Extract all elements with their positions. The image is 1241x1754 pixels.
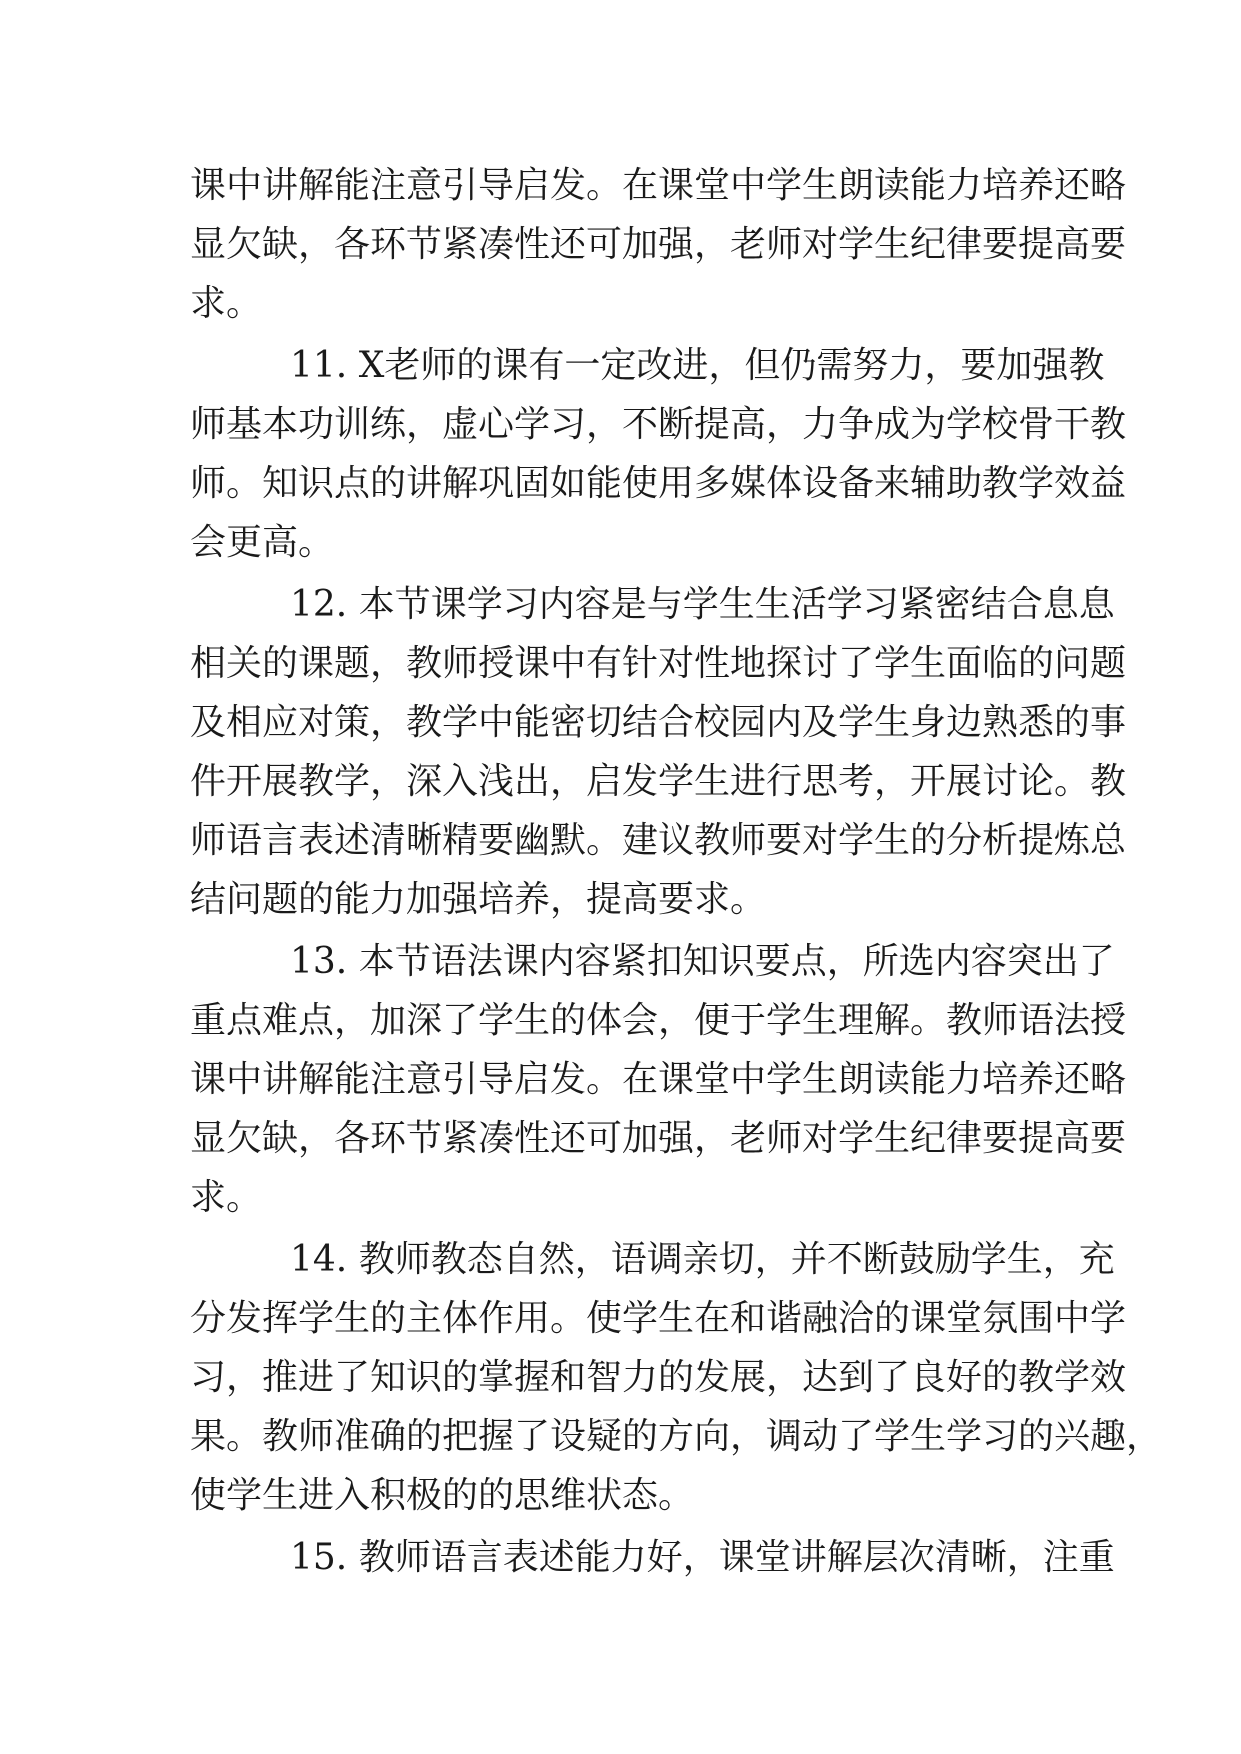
text-line: 显欠缺，各环节紧凑性还可加强，老师对学生纪律要提高要 xyxy=(190,1118,1127,1159)
paragraph-10-continued xyxy=(190,156,1127,333)
paragraph-12 xyxy=(190,575,1127,929)
text-line: 12. 本节课学习内容是与学生生活学习紧密结合息息 xyxy=(290,584,1115,625)
text-line: 会更高。 xyxy=(190,522,335,563)
paragraph-14 xyxy=(190,1230,1163,1525)
text-line: 课中讲解能注意引导启发。在课堂中学生朗读能力培养还略 xyxy=(190,1059,1127,1100)
text-line: 师语言表述清晰精要幽默。建议教师要对学生的分析提炼总 xyxy=(190,820,1127,861)
text-line: 求。 xyxy=(190,283,263,324)
text-line: 果。教师准确的把握了设疑的方向，调动了学生学习的兴趣， xyxy=(190,1416,1163,1457)
text-line: 分发挥学生的主体作用。使学生在和谐融洽的课堂氛围中学 xyxy=(190,1298,1127,1339)
text-line: 15. 教师语言表述能力好，课堂讲解层次清晰，注重 xyxy=(290,1537,1115,1578)
text-line: 件开展教学，深入浅出，启发学生进行思考，开展讨论。教 xyxy=(190,761,1127,802)
text-line: 14. 教师教态自然，语调亲切，并不断鼓励学生，充 xyxy=(290,1239,1115,1280)
document-body xyxy=(190,156,1163,1587)
paragraph-15 xyxy=(190,1528,1115,1587)
paragraph-13 xyxy=(190,932,1127,1227)
text-line: 师。知识点的讲解巩固如能使用多媒体设备来辅助教学效益 xyxy=(190,463,1127,504)
text-line: 相关的课题，教师授课中有针对性地探讨了学生面临的问题 xyxy=(190,643,1127,684)
text-line: 求。 xyxy=(190,1177,263,1218)
text-line: 显欠缺，各环节紧凑性还可加强，老师对学生纪律要提高要 xyxy=(190,224,1127,265)
text-line: 13. 本节语法课内容紧扣知识要点，所选内容突出了 xyxy=(290,941,1115,982)
text-line: 习，推进了知识的掌握和智力的发展，达到了良好的教学效 xyxy=(190,1357,1127,1398)
text-line: 师基本功训练，虚心学习，不断提高，力争成为学校骨干教 xyxy=(190,404,1127,445)
text-line: 使学生进入积极的的思维状态。 xyxy=(190,1475,695,1516)
text-line: 结问题的能力加强培养，提高要求。 xyxy=(190,879,767,920)
text-line: 课中讲解能注意引导启发。在课堂中学生朗读能力培养还略 xyxy=(190,165,1127,206)
paragraph-11 xyxy=(190,336,1127,572)
text-line: 及相应对策，教学中能密切结合校园内及学生身边熟悉的事 xyxy=(190,702,1127,743)
text-line: 11. X老师的课有一定改进，但仍需努力，要加强教 xyxy=(290,345,1105,386)
text-line: 重点难点，加深了学生的体会，便于学生理解。教师语法授 xyxy=(190,1000,1127,1041)
